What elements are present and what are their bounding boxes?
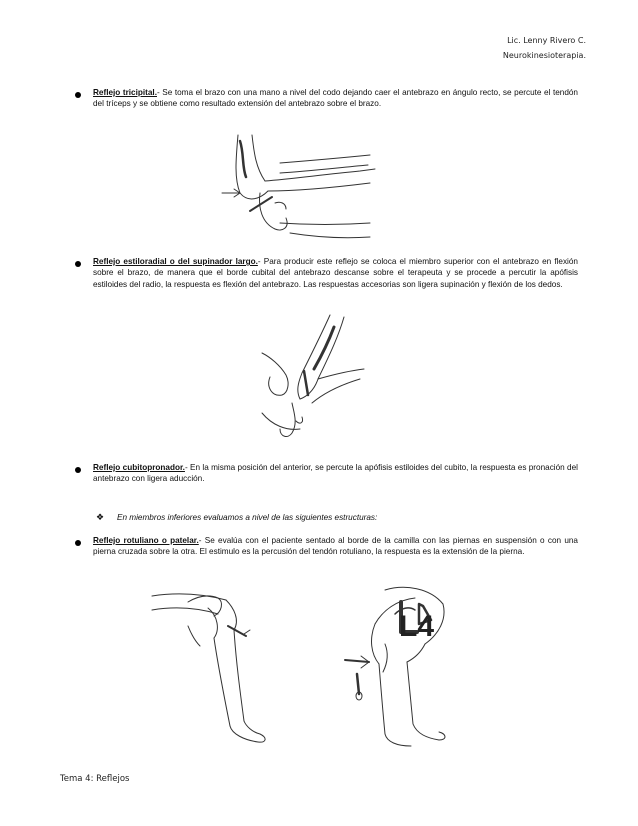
- bullet-icon: [75, 540, 81, 546]
- triceps-reflex-illustration: [220, 133, 380, 243]
- bullet-icon: [75, 92, 81, 98]
- reflex-item-rotuliano: [93, 535, 578, 558]
- diamond-bullet-icon: ❖: [96, 512, 105, 522]
- patellar-reflex-illustration-left: [148, 586, 278, 746]
- bullet-icon: [75, 261, 81, 267]
- brachioradialis-reflex-illustration: [252, 313, 377, 443]
- lumbar-root-label: L4: [399, 610, 435, 643]
- reflex-item-estiloradial: [93, 256, 578, 290]
- reflex-term: Reflejo estiloradial o del supinador largo.: [93, 257, 258, 266]
- specialty-line: Neurokinesioterapia.: [502, 51, 586, 60]
- reflex-description: - Para producir este reflejo se coloca el miembro superior con el antebrazo en flexión sobre el brazo, de manera que el borde cubital del antebrazo descanse sobre el terapeuta y se procede a percutir la apófisis estiloides del radio, la respuesta es flexión del antebrazo. Las respuestas accesorias son ligera supinación y flexión de los dedos.: [93, 257, 578, 289]
- reflex-item-cubitopronador: [93, 462, 578, 485]
- bullet-icon: [75, 467, 81, 473]
- document-footer: Tema 4: Reflejos: [60, 774, 130, 784]
- reflex-term: Reflejo rotuliano o patelar.: [93, 536, 199, 545]
- document-header: [503, 33, 586, 63]
- reflex-term: Reflejo tricipital.: [93, 88, 157, 97]
- patellar-reflex-illustration-right: [335, 584, 460, 749]
- author-line: Lic. Lenny Rivero C.: [507, 36, 586, 45]
- reflex-description: - En la misma posición del anterior, se percute la apófisis estiloides del cubito, la respuesta es pronación del antebrazo con ligera aducción.: [93, 463, 578, 484]
- reflex-description: - Se toma el brazo con una mano a nivel del codo dejando caer el antebrazo en ángulo recto, se percute el tendón del tríceps y se obtiene como resultado extensión del antebrazo sobre el brazo.: [93, 88, 578, 109]
- subheading: En miembros inferiores evaluamos a nivel de las siguientes estructuras:: [117, 513, 378, 522]
- reflex-term: Reflejo cubitopronador.: [93, 463, 185, 472]
- reflex-item-tricipital: [93, 87, 578, 110]
- reflex-description: - Se evalúa con el paciente sentado al borde de la camilla con las piernas en suspensión o con una pierna cruzada sobre la otra. El estimulo es la percusión del tendón rotuliano, la respuesta es la extensión de la pierna.: [93, 536, 578, 557]
